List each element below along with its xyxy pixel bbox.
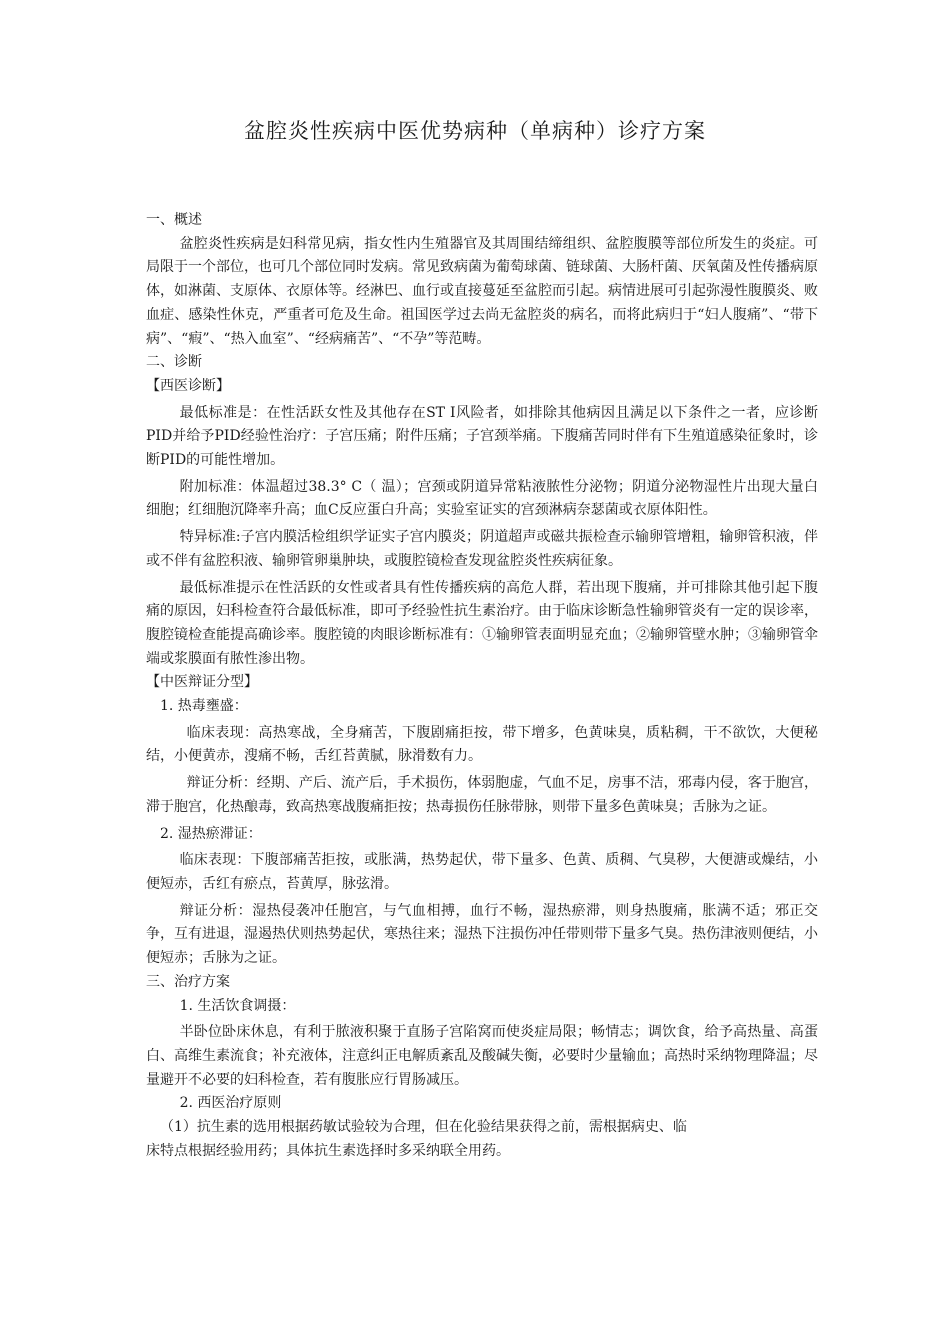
paragraph: 特异标准:子宫内膜活检组织学证实子宫内膜炎；阴道超声或磁共振检查示输卵管增粗，输卵管积液，伴或不伴有盆腔积液、输卵管卵巢肿块，或腹腔镜检查发现盆腔炎性疾病征象。 [146,529,818,569]
paragraph: 三、治疗方案 [146,973,230,990]
paragraph: 【中医辩证分型】 [146,674,258,691]
paragraph: 2. 湿热瘀滞证： [160,825,262,842]
paragraph: 1. 生活饮食调摄： [179,997,296,1014]
paragraph: 床特点根据经验用药；具体抗生素选择时多采纳联全用药。 [146,1142,510,1159]
paragraph: 最低标准提示在性活跃的女性或者具有性传播疾病的高危人群，若出现下腹痛，并可排除其他引起下腹痛的原因，妇科检查符合最低标准，即可予经验性抗生素治疗。由于临床诊断急性输卵管炎有一定的误诊率，腹腔镜检查能提高确诊率。腹腔镜的肉眼诊断标准有：①输卵管表面明显充血；②输卵管壁水肿；③输卵管伞端或浆膜面有脓性渗出物。 [146,579,818,667]
paragraph: 一、概述 [146,212,202,228]
paragraph: 临床表现：下腹部痛苦拒按，或胀满，热势起伏，带下量多、色黄、质稠、气臭秽，大便溏或燥结，小便短赤，舌红有瘀点，苔黄厚，脉弦滑。 [146,852,818,892]
paragraph: 【西医诊断】 [146,377,230,394]
paragraph: 临床表现：高热寒战，全身痛苦，下腹剧痛拒按，带下增多，色黄味臭，质粘稠，干不欲饮，大便秘结，小便黄赤，溲痛不畅，舌红苔黄腻，脉滑数有力。 [146,724,818,765]
document-body [146,209,818,1163]
paragraph: 辩证分析：湿热侵袭冲任胞宫，与气血相搏，血行不畅，湿热瘀滞，则身热腹痛，胀满不适；邪正交争，互有进退，湿遏热伏则热势起伏，寒热往来；湿热下注损伤冲任带则带下量多气臭。热伤津液则便结，小便短赤；舌脉为之证。 [146,902,818,967]
paragraph: 附加标准：体温超过38.3° C（ 温）；宫颈或阴道异常粘液脓性分泌物；阴道分泌物湿性片出现大量白细胞；红细胞沉降率升高；血C反应蛋白升高；实验室证实的宫颈淋病奈瑟菌或衣原体阳性。 [146,478,818,519]
paragraph: （1）抗生素的选用根据药敏试验较为合理，但在化验结果获得之前，需根据病史、临 [160,1119,687,1136]
paragraph: 1. 热毒壅盛： [160,698,248,715]
paragraph: 最低标准是：在性活跃女性及其他存在ST I风险者，如排除其他病因且满足以下条件之一者，应诊断PID并给予PID经验性治疗：子宫压痛；附件压痛；子宫颈举痛。下腹痛苦同时伴有下生殖道感染征象时，诊断PID的可能性增加。 [146,404,818,469]
paragraph: 盆腔炎性疾病是妇科常见病，指女性内生殖器官及其周围结缔组织、盆腔腹膜等部位所发生的炎症。可局限于一个部位，也可几个部位同时发病。常见致病菌为葡萄球菌、链球菌、大肠杆菌、厌氧菌及性传播病原体，如淋菌、支原体、衣原体等。经淋巴、血行或直接蔓延至盆腔而引起。病情进展可引起弥漫性腹膜炎、败血症、感染性休克，严重者可危及生命。祖国医学过去尚无盆腔炎的病名，而将此病归于“妇人腹痛”、“带下病”、“瘕”、“热入血室”、“经病痛苦”、“不孕”等范畴。 [146,235,818,347]
paragraph: 半卧位卧床休息，有利于脓液积聚于直肠子宫陷窝而使炎症局限；畅情志；调饮食，给予高热量、高蛋白、高维生素流食；补充液体，注意纠正电解质紊乱及酸碱失衡，必要时少量输血；高热时采纳物理降温；尽量避开不必要的妇科检查，若有腹胀应行胃肠减压。 [146,1024,818,1088]
paragraph: 辩证分析：经期、产后、流产后，手术损伤，体弱胞虚，气血不足，房事不洁，邪毒内侵，客于胞宫，滞于胞宫，化热酿毒，致高热寒战腹痛拒按；热毒损伤任脉带脉，则带下量多色黄味臭；舌脉为之证。 [146,775,818,815]
document-title: 盆腔炎性疾病中医优势病种（单病种）诊疗方案 [244,119,706,143]
paragraph: 二、诊断 [146,354,202,371]
paragraph: 2. 西医治疗原则 [179,1095,282,1112]
